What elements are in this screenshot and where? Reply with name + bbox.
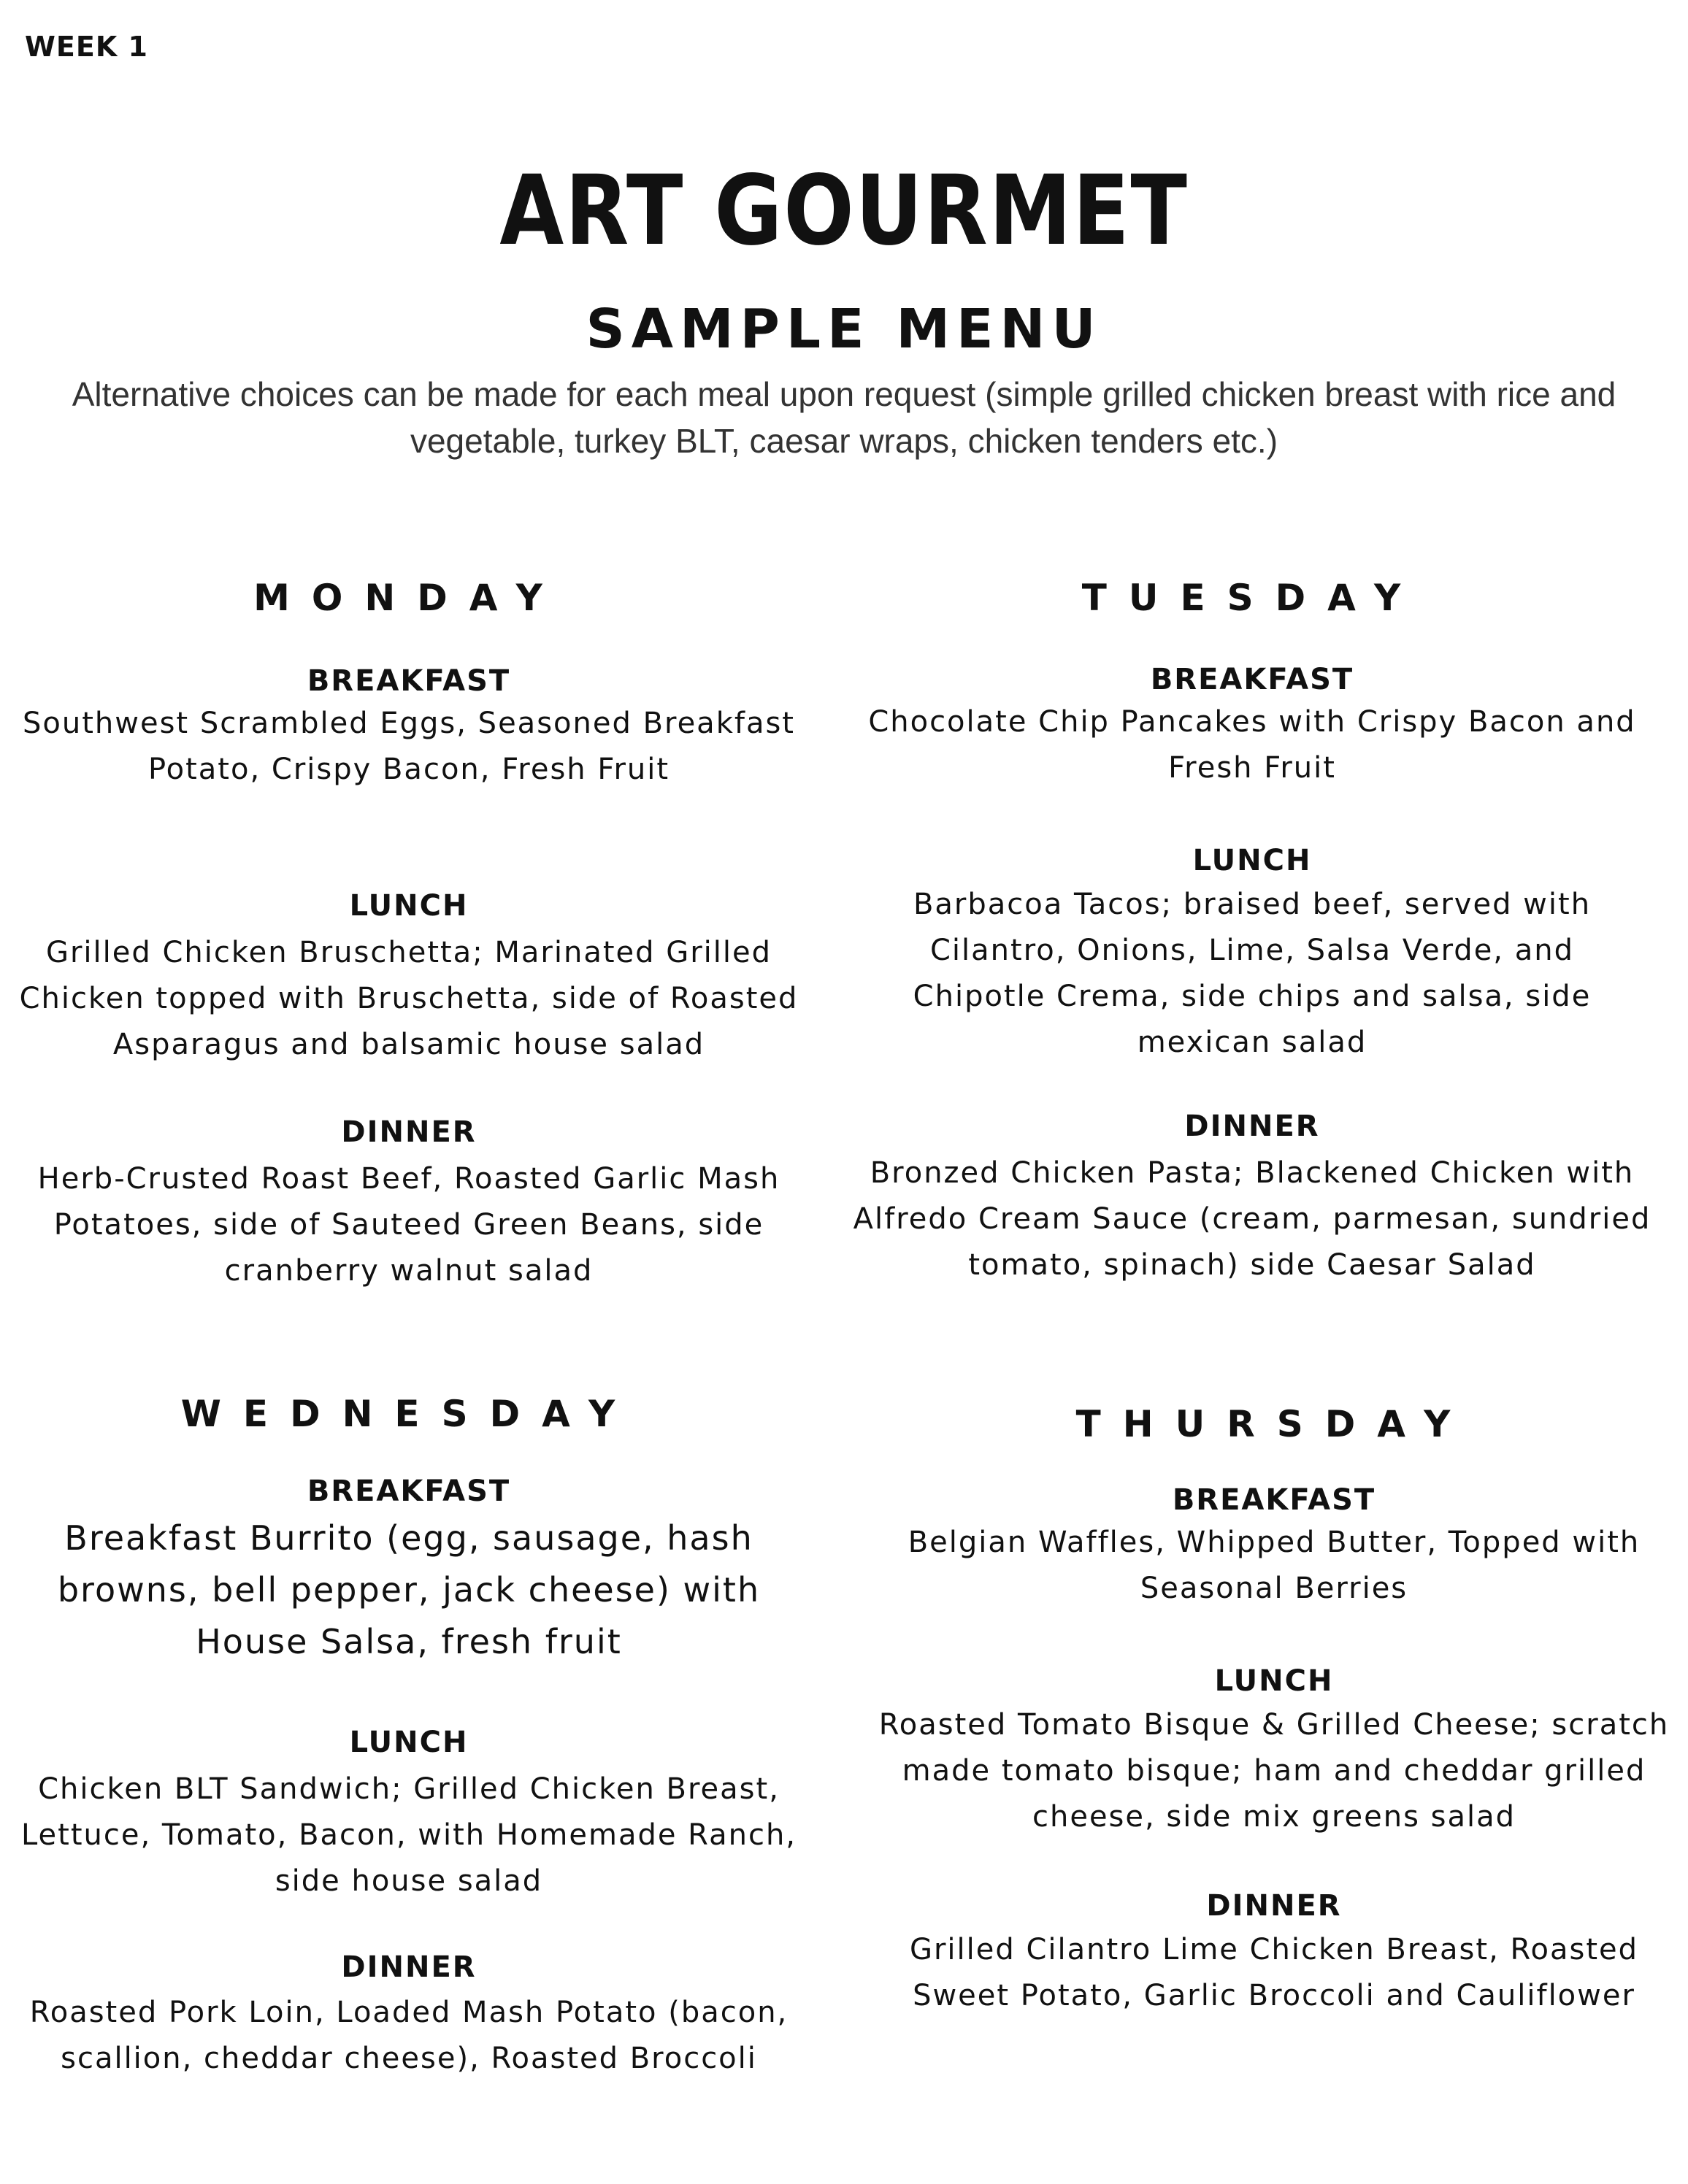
breakfast-text: Southwest Scrambled Eggs, Seasoned Breakfast Potato, Crispy Bacon, Fresh Fruit xyxy=(23,707,795,786)
dinner-text: Grilled Cilantro Lime Chicken Breast, Roasted Sweet Potato, Garlic Broccoli and Cauliflower xyxy=(909,1933,1639,2012)
lunch-text: Grilled Chicken Bruschetta; Marinated Grilled Chicken topped with Bruschetta, side of Roasted Asparagus and balsamic house salad xyxy=(19,936,799,1061)
breakfast-label: BREAKFAST xyxy=(307,664,511,698)
page-title: ART GOURMET xyxy=(499,155,1189,267)
day-title-thursday: THURSDAY xyxy=(1075,1403,1473,1445)
day-title-tuesday: TUESDAY xyxy=(1081,577,1423,619)
day-title-wednesday: WEDNESDAY xyxy=(180,1393,637,1435)
breakfast-label: BREAKFAST xyxy=(307,1474,511,1508)
page-subtitle: SAMPLE MENU xyxy=(586,298,1102,361)
dinner-label: DINNER xyxy=(1184,1110,1320,1143)
day-thursday xyxy=(869,1396,1679,2126)
week-label: WEEK 1 xyxy=(25,31,148,63)
intro-text: Alternative choices can be made for each meal upon request (simple grilled chicken breast with rice and vegetable, turkey BLT, caesar wraps, chicken tenders etc.) xyxy=(72,375,1616,460)
breakfast-label: BREAKFAST xyxy=(1172,1483,1376,1517)
day-tuesday xyxy=(840,569,1665,1299)
dinner-label: DINNER xyxy=(341,1950,477,1984)
lunch-label: LUNCH xyxy=(349,1726,469,1759)
day-title-monday: MONDAY xyxy=(253,577,564,619)
dinner-label: DINNER xyxy=(1206,1889,1342,1923)
day-wednesday xyxy=(0,1385,818,2152)
dinner-text: Roasted Pork Loin, Loaded Mash Potato (bacon, scallion, cheddar cheese), Roasted Broccoli xyxy=(29,1996,789,2075)
dinner-label: DINNER xyxy=(341,1115,477,1149)
lunch-label: LUNCH xyxy=(349,889,469,923)
dinner-text: Herb-Crusted Roast Beef, Roasted Garlic Mash Potatoes, side of Sauteed Green Beans, side cranberry walnut salad xyxy=(37,1162,780,1288)
lunch-label: LUNCH xyxy=(1214,1664,1334,1698)
lunch-label: LUNCH xyxy=(1192,844,1312,877)
lunch-text: Barbacoa Tacos; braised beef, served with Cilantro, Onions, Lime, Salsa Verde, and Chipotle Crema, side chips and salsa, side mexican salad xyxy=(913,888,1592,1059)
lunch-text: Roasted Tomato Bisque & Grilled Cheese; scratch made tomato bisque; ham and cheddar grilled cheese, side mix greens salad xyxy=(878,1708,1670,1834)
lunch-text: Chicken BLT Sandwich; Grilled Chicken Breast, Lettuce, Tomato, Bacon, with Homemade Ranch, side house salad xyxy=(20,1772,797,1898)
day-monday xyxy=(0,569,818,1299)
breakfast-text: Chocolate Chip Pancakes with Crispy Bacon and Fresh Fruit xyxy=(868,705,1636,785)
breakfast-text: Breakfast Burrito (egg, sausage, hash browns, bell pepper, jack cheese) with House Salsa, fresh fruit xyxy=(57,1518,761,1661)
breakfast-label: BREAKFAST xyxy=(1150,663,1354,696)
breakfast-text: Belgian Waffles, Whipped Butter, Topped with Seasonal Berries xyxy=(908,1526,1641,1605)
dinner-text: Bronzed Chicken Pasta; Blackened Chicken with Alfredo Cream Sauce (cream, parmesan, sundried tomato, spinach) side Caesar Salad xyxy=(853,1156,1651,1282)
